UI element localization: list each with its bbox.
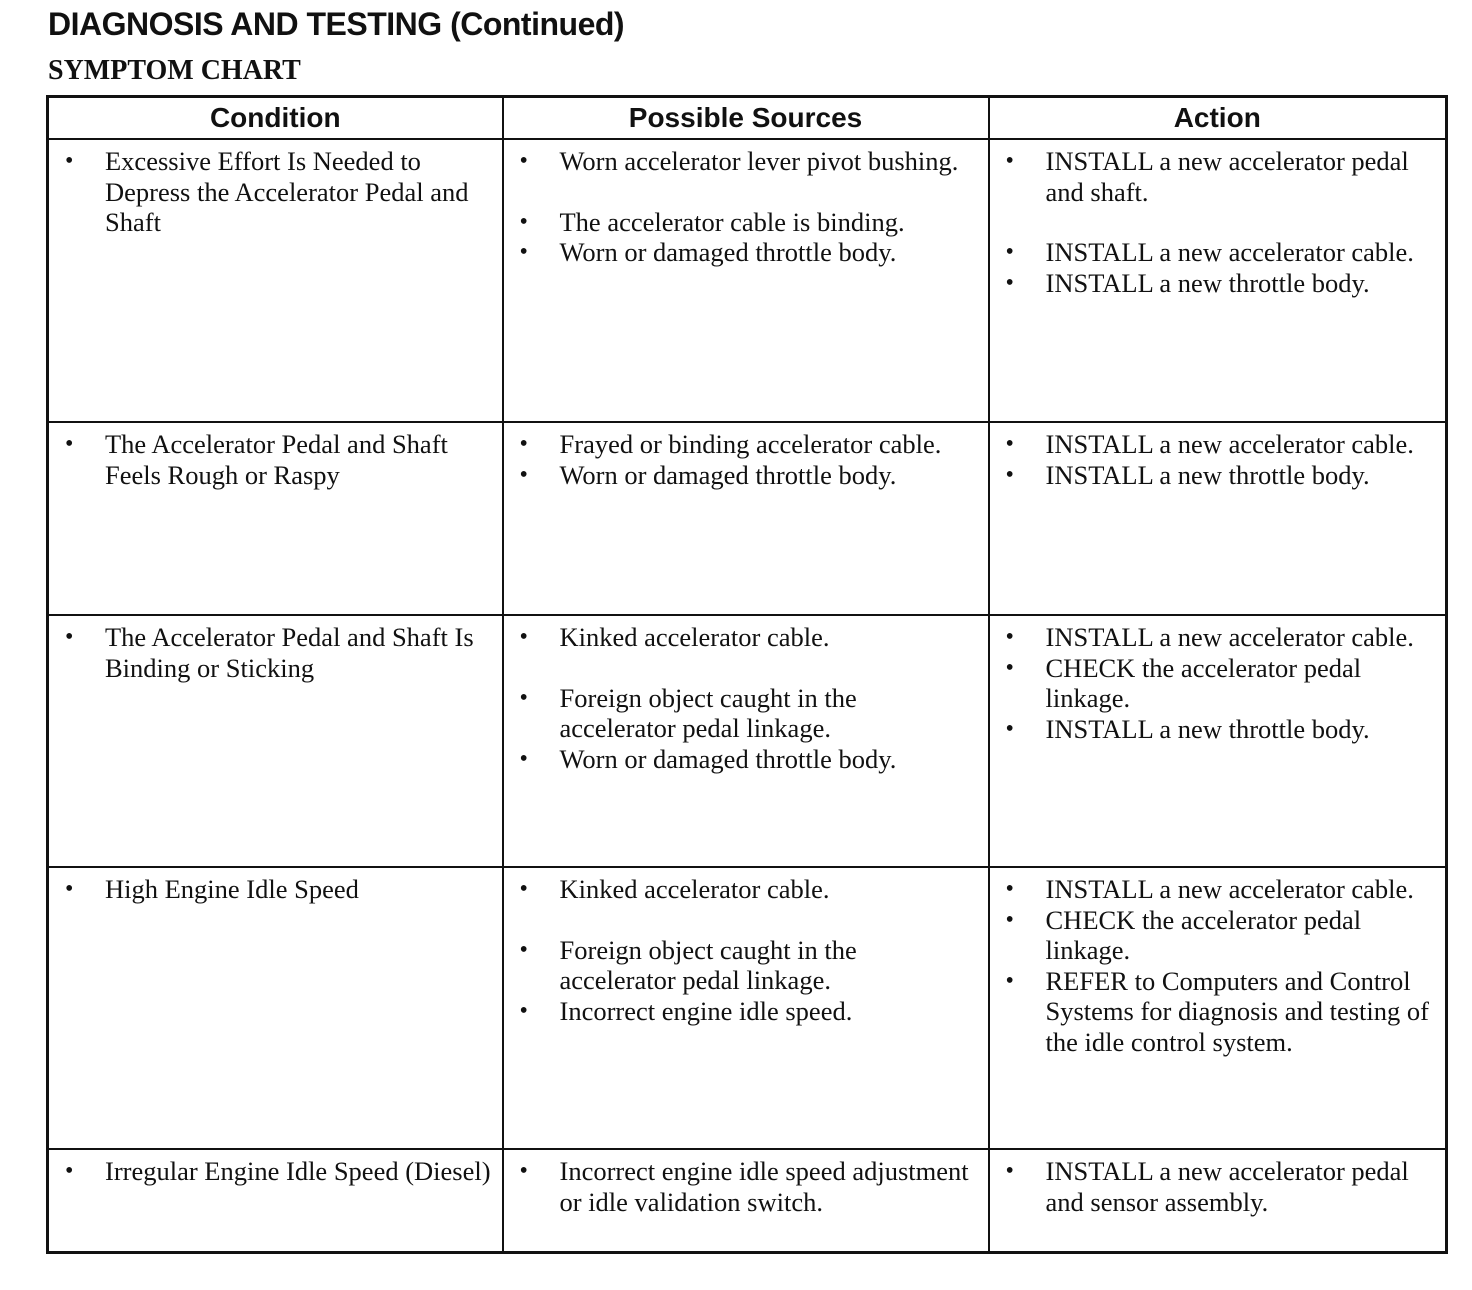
bullet-icon: • <box>519 239 528 265</box>
action-text: REFER to Computers and Control Systems for diagnosis and testing of the idle control system. <box>1045 965 1429 1057</box>
sources-cell <box>503 1149 989 1252</box>
list-item <box>59 429 492 490</box>
bullet-icon: • <box>65 148 74 174</box>
condition-cell <box>48 867 503 1149</box>
sources-cell <box>503 422 989 615</box>
list-item <box>514 429 978 460</box>
action-text: INSTALL a new accelerator cable. <box>1045 429 1414 459</box>
list-item <box>59 874 492 905</box>
bullet-icon: • <box>1005 148 1014 174</box>
source-text: Frayed or binding accelerator cable. <box>559 429 942 459</box>
condition-text: Excessive Effort Is Needed to Depress the Accelerator Pedal and Shaft <box>105 146 469 237</box>
condition-text: High Engine Idle Speed <box>105 874 359 904</box>
action-text: INSTALL a new throttle body. <box>1045 267 1370 298</box>
list-item <box>514 207 978 238</box>
list-item <box>1000 622 1436 653</box>
page-header: DIAGNOSIS AND TESTING (Continued) <box>48 6 625 42</box>
action-text: INSTALL a new accelerator cable. <box>1045 237 1414 267</box>
bullet-icon: • <box>519 431 528 457</box>
list-item <box>59 146 492 238</box>
sources-cell <box>503 615 989 867</box>
list-item <box>1000 905 1436 966</box>
bullet-icon: • <box>1005 876 1014 902</box>
bullet-icon: • <box>519 208 528 235</box>
list-item <box>1000 1156 1436 1217</box>
bullet-icon: • <box>1005 431 1014 457</box>
list-item <box>514 744 978 775</box>
bullet-icon: • <box>65 876 74 902</box>
bullet-icon: • <box>65 624 74 650</box>
actions-cell <box>989 615 1447 867</box>
list-item <box>1000 237 1436 268</box>
source-text: Worn or damaged throttle body. <box>559 237 897 267</box>
condition-text: The Accelerator Pedal and Shaft Feels Rough or Raspy <box>105 429 448 490</box>
list-item <box>1000 429 1436 460</box>
list-item <box>1000 460 1436 491</box>
actions-cell <box>989 867 1447 1149</box>
bullet-icon: • <box>519 936 528 963</box>
bullet-icon: • <box>519 624 528 650</box>
condition-cell <box>48 615 503 867</box>
list-item <box>514 622 978 653</box>
bullet-icon: • <box>519 148 528 174</box>
list-item <box>514 996 978 1027</box>
action-text: CHECK the accelerator pedal linkage. <box>1045 652 1362 713</box>
action-text: INSTALL a new accelerator cable. <box>1045 622 1414 652</box>
list-item <box>59 622 492 683</box>
action-text: INSTALL a new accelerator pedal and sensor assembly. <box>1045 1156 1409 1217</box>
table-row <box>48 615 1447 867</box>
column-header-possible-sources: Possible Sources <box>503 97 989 140</box>
symptom-chart-table <box>46 95 1448 1254</box>
list-item <box>514 460 978 491</box>
list-item <box>514 146 978 177</box>
list-item <box>1000 146 1436 207</box>
list-item <box>514 935 978 996</box>
bullet-icon: • <box>1005 624 1014 650</box>
bullet-icon: • <box>519 997 528 1024</box>
source-text: Worn accelerator lever pivot bushing. <box>559 146 959 176</box>
list-item <box>514 874 978 905</box>
action-text: INSTALL a new throttle body. <box>1045 459 1370 490</box>
actions-cell <box>989 422 1447 615</box>
list-item <box>514 237 978 268</box>
condition-cell <box>48 422 503 615</box>
table-row <box>48 867 1447 1149</box>
actions-cell <box>989 1149 1447 1252</box>
sources-cell <box>503 139 989 422</box>
table-row <box>48 139 1447 422</box>
list-item <box>514 1156 978 1217</box>
section-title: SYMPTOM CHART <box>48 55 301 86</box>
bullet-icon: • <box>65 431 74 457</box>
bullet-icon: • <box>519 745 528 772</box>
bullet-icon: • <box>1005 654 1014 681</box>
source-text: Worn or damaged throttle body. <box>559 459 897 490</box>
action-text: INSTALL a new throttle body. <box>1045 713 1370 744</box>
actions-cell <box>989 139 1447 422</box>
column-header-condition: Condition <box>48 97 503 140</box>
table-row <box>48 1149 1447 1252</box>
source-text: Foreign object caught in the accelerator pedal linkage. <box>559 682 857 743</box>
list-item <box>59 1156 492 1187</box>
column-header-action: Action <box>989 97 1447 140</box>
action-text: INSTALL a new accelerator pedal and shaft. <box>1045 146 1409 207</box>
source-text: Kinked accelerator cable. <box>559 622 830 652</box>
source-text: The accelerator cable is binding. <box>559 206 905 237</box>
sources-cell <box>503 867 989 1149</box>
list-item <box>1000 874 1436 905</box>
bullet-icon: • <box>519 461 528 488</box>
table-row <box>48 422 1447 615</box>
action-text: CHECK the accelerator pedal linkage. <box>1045 904 1362 965</box>
bullet-icon: • <box>1005 906 1014 933</box>
bullet-icon: • <box>519 684 528 711</box>
bullet-icon: • <box>519 1158 528 1184</box>
list-item <box>1000 268 1436 299</box>
bullet-icon: • <box>1005 269 1014 296</box>
source-text: Worn or damaged throttle body. <box>559 743 897 774</box>
action-text: INSTALL a new accelerator cable. <box>1045 874 1414 904</box>
table-header-row <box>48 97 1447 140</box>
bullet-icon: • <box>1005 461 1014 488</box>
list-item <box>514 683 978 744</box>
source-text: Foreign object caught in the accelerator pedal linkage. <box>559 934 857 995</box>
source-text: Incorrect engine idle speed. <box>559 995 853 1026</box>
bullet-icon: • <box>65 1158 74 1184</box>
bullet-icon: • <box>1005 1158 1014 1184</box>
condition-text: The Accelerator Pedal and Shaft Is Binding or Sticking <box>105 622 474 683</box>
list-item <box>1000 653 1436 714</box>
bullet-icon: • <box>1005 239 1014 265</box>
list-item <box>1000 966 1436 1058</box>
source-text: Kinked accelerator cable. <box>559 874 830 904</box>
bullet-icon: • <box>1005 715 1014 742</box>
condition-cell <box>48 1149 503 1252</box>
condition-text: Irregular Engine Idle Speed (Diesel) <box>105 1156 491 1186</box>
bullet-icon: • <box>1005 967 1014 994</box>
list-item <box>1000 714 1436 745</box>
bullet-icon: • <box>519 876 528 902</box>
source-text: Incorrect engine idle speed adjustment or idle validation switch. <box>559 1156 969 1217</box>
condition-cell <box>48 139 503 422</box>
